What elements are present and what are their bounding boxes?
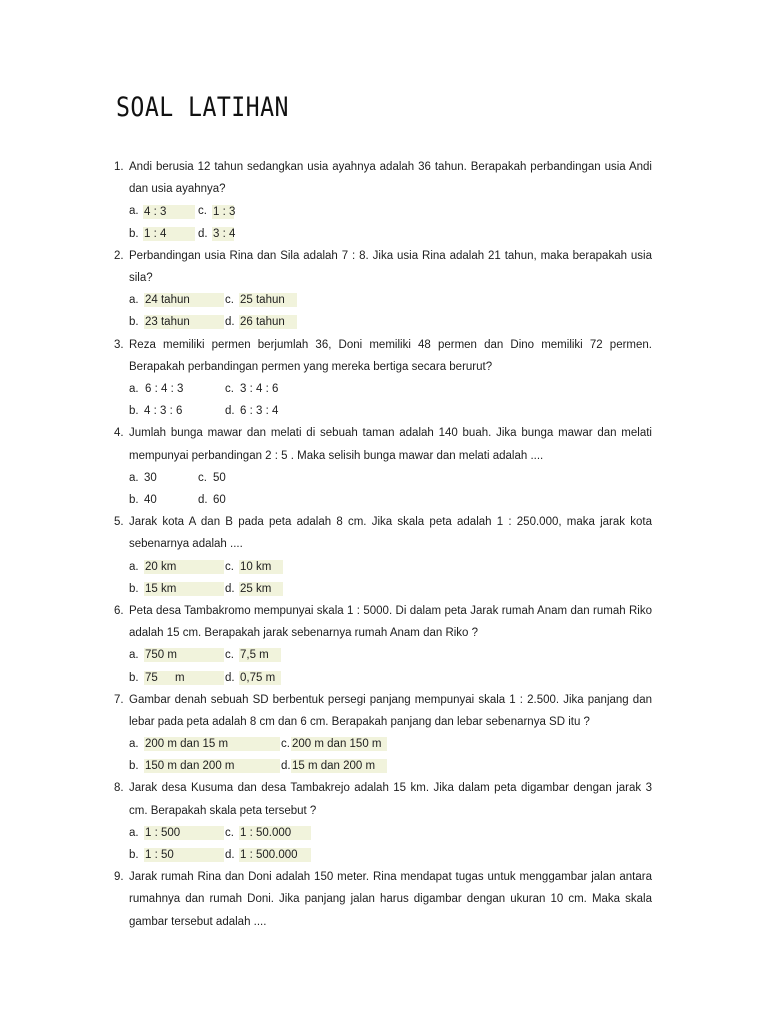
option-label: a. — [129, 560, 139, 573]
question-item — [114, 245, 652, 334]
option-value: 200 m dan 150 m — [291, 737, 387, 751]
question-text: Gambar denah sebuah SD berbentuk persegi panjang mempunyai skala 1 : 2.500. Jika panjang dan lebar pada peta adalah 8 cm dan 6 cm. Berapakah panjang dan lebar sebenarnya SD itu ? — [129, 693, 652, 728]
option-label: b. — [129, 760, 139, 773]
option-value: 200 m dan 15 m — [144, 737, 280, 751]
option-row — [129, 556, 652, 578]
option-c — [281, 733, 387, 755]
option-row — [129, 578, 652, 600]
question-text: Peta desa Tambakromo mempunyai skala 1 : 5000. Di dalam peta Jarak rumah Anam dan rumah Riko adalah 15 cm. Berapakah jarak sebenarnya rumah Anam dan Riko ? — [129, 604, 652, 640]
option-value: 6 : 3 : 4 — [240, 405, 279, 418]
question-number: 2. — [114, 249, 124, 262]
option-value: 15 m dan 200 m — [291, 759, 387, 773]
option-label: b. — [129, 227, 139, 240]
option-label: d. — [198, 227, 208, 240]
option-a — [129, 556, 224, 578]
option-label: c. — [281, 738, 290, 751]
option-b — [129, 223, 195, 245]
question-text: Jarak kota A dan B pada peta adalah 8 cm. Jika skala peta adalah 1 : 250.000, maka jarak kota sebenarnya adalah .... — [129, 516, 652, 551]
option-label: d. — [225, 316, 235, 329]
question-text: Perbandingan usia Rina dan Sila adalah 7 : 8. Jika usia Rina adalah 21 tahun, maka berapakah usia sila? — [129, 249, 652, 284]
question-item — [114, 866, 652, 933]
option-label: a. — [129, 205, 139, 218]
option-value: 60 — [213, 494, 226, 507]
question-item — [114, 689, 652, 778]
option-label: d. — [198, 493, 208, 506]
option-a — [129, 644, 224, 666]
option-b — [129, 755, 280, 777]
option-value: 750 m — [144, 648, 224, 662]
question-text: Jarak rumah Rina dan Doni adalah 150 meter. Rina mendapat tugas untuk menggambar jalan antara rumahnya dan rumah Doni. Jika panjang jalan harus digambar dengan ukuran 10 cm. Maka skala gambar tersebut adalah .... — [129, 871, 652, 928]
question-item — [114, 511, 652, 600]
question-number: 6. — [114, 604, 124, 617]
option-value: 0,75 m — [239, 671, 281, 685]
question-item — [114, 334, 652, 423]
option-c — [225, 822, 311, 844]
option-label: d. — [225, 582, 235, 595]
option-value: 6 : 4 : 3 — [145, 383, 184, 396]
option-label: a. — [129, 382, 139, 395]
option-label: a. — [129, 649, 139, 662]
option-a — [129, 733, 280, 755]
question-number: 7. — [114, 693, 124, 706]
question-text: Reza memiliki permen berjumlah 36, Doni memiliki 48 permen dan Dino memiliki 72 permen. Berapakah perbandingan permen yang mereka bertiga secara berurut? — [129, 338, 652, 373]
page-title: SOAL LATIHAN — [116, 92, 289, 123]
option-label: d. — [225, 405, 235, 418]
option-d — [225, 578, 283, 600]
option-value: 25 km — [239, 582, 283, 596]
option-value: 40 — [144, 494, 157, 507]
option-d — [225, 844, 311, 866]
question-number: 9. — [114, 871, 124, 884]
option-b — [129, 844, 224, 866]
question-item — [114, 156, 652, 245]
option-row — [129, 644, 652, 666]
option-row — [129, 822, 652, 844]
option-row — [129, 667, 652, 689]
option-label: c. — [198, 471, 207, 484]
option-d — [225, 667, 281, 689]
option-value: 150 m dan 200 m — [144, 759, 280, 773]
option-c — [198, 200, 234, 222]
option-row — [129, 467, 652, 489]
question-number: 1. — [114, 161, 124, 173]
option-label: c. — [225, 826, 234, 839]
question-text: Andi berusia 12 tahun sedangkan usia ayahnya adalah 36 tahun. Berapakah perbandingan usia Andi dan usia ayahnya? — [129, 161, 652, 196]
option-label: a. — [129, 738, 139, 751]
question-text: Jarak desa Kusuma dan desa Tambakrejo adalah 15 km. Jika dalam peta digambar dengan jarak 3 cm. Berapakah skala peta tersebut ? — [129, 782, 652, 817]
option-c — [225, 644, 281, 666]
option-value: 1 : 500.000 — [239, 848, 311, 862]
option-value: 1 : 4 — [143, 227, 195, 241]
option-row — [129, 489, 652, 511]
option-a — [129, 378, 184, 400]
option-label: b. — [129, 582, 139, 595]
option-label: d. — [281, 760, 291, 773]
question-number: 3. — [114, 338, 124, 351]
question-item — [114, 777, 652, 866]
option-label: d. — [225, 849, 235, 862]
option-value: 23 tahun — [144, 315, 224, 329]
option-row — [129, 755, 652, 777]
question-number: 4. — [114, 427, 124, 440]
question-number: 8. — [114, 782, 124, 795]
option-row — [129, 223, 652, 245]
option-value: 20 km — [144, 560, 224, 574]
option-label: b. — [129, 849, 139, 862]
option-value: 4 : 3 : 6 — [144, 405, 183, 418]
option-a — [129, 822, 224, 844]
option-b — [129, 489, 158, 511]
option-b — [129, 311, 224, 333]
option-d — [225, 311, 297, 333]
question-number: 5. — [114, 516, 124, 529]
option-value: 25 tahun — [239, 293, 297, 307]
option-label: c. — [225, 649, 234, 662]
option-label: b. — [129, 405, 139, 418]
option-a — [129, 200, 195, 222]
option-row — [129, 733, 652, 755]
option-value: 4 : 3 — [143, 205, 195, 219]
option-d — [225, 400, 279, 422]
option-label: a. — [129, 826, 139, 839]
option-label: a. — [129, 471, 139, 484]
option-label: c. — [225, 382, 234, 395]
option-d — [198, 489, 227, 511]
option-value: 15 km — [144, 582, 224, 596]
option-label: c. — [198, 205, 207, 218]
option-label: b. — [129, 316, 139, 329]
option-value: 26 tahun — [239, 315, 297, 329]
question-item — [114, 422, 652, 511]
option-label: d. — [225, 671, 235, 684]
option-value: 1 : 50.000 — [239, 826, 311, 840]
option-row — [129, 844, 652, 866]
option-label: a. — [129, 294, 139, 307]
question-text: Jumlah bunga mawar dan melati di sebuah taman adalah 140 buah. Jika bunga mawar dan melati mempunyai perbandingan 2 : 5 . Maka selisih bunga mawar dan melati adalah .... — [129, 427, 652, 462]
option-a — [129, 467, 158, 489]
option-value: 1 : 3 — [213, 205, 236, 218]
option-label: b. — [129, 671, 139, 684]
option-d — [281, 755, 387, 777]
option-c — [225, 378, 279, 400]
option-value: 1 : 50 — [144, 848, 224, 862]
option-d — [198, 223, 234, 245]
option-label: c. — [225, 560, 234, 573]
option-b — [129, 578, 224, 600]
option-row — [129, 400, 652, 422]
question-item — [114, 600, 652, 689]
option-value: 3 : 4 — [213, 227, 236, 240]
option-row — [129, 378, 652, 400]
option-b — [129, 667, 224, 689]
option-value: 50 — [213, 471, 226, 484]
option-row — [129, 311, 652, 333]
option-c — [198, 467, 227, 489]
option-value: 7,5 m — [239, 648, 281, 662]
option-value: 1 : 500 — [144, 826, 224, 840]
option-value: 10 km — [239, 560, 283, 574]
option-a — [129, 289, 224, 311]
option-c — [225, 556, 283, 578]
option-row — [129, 200, 652, 222]
option-row — [129, 289, 652, 311]
option-value: 30 — [144, 471, 157, 484]
option-value: 75 m — [144, 671, 224, 685]
option-label: b. — [129, 493, 139, 506]
option-b — [129, 400, 183, 422]
option-value: 24 tahun — [144, 293, 224, 307]
option-value: 3 : 4 : 6 — [240, 383, 279, 396]
option-label: c. — [225, 294, 234, 307]
question-list — [114, 156, 652, 933]
option-c — [225, 289, 297, 311]
